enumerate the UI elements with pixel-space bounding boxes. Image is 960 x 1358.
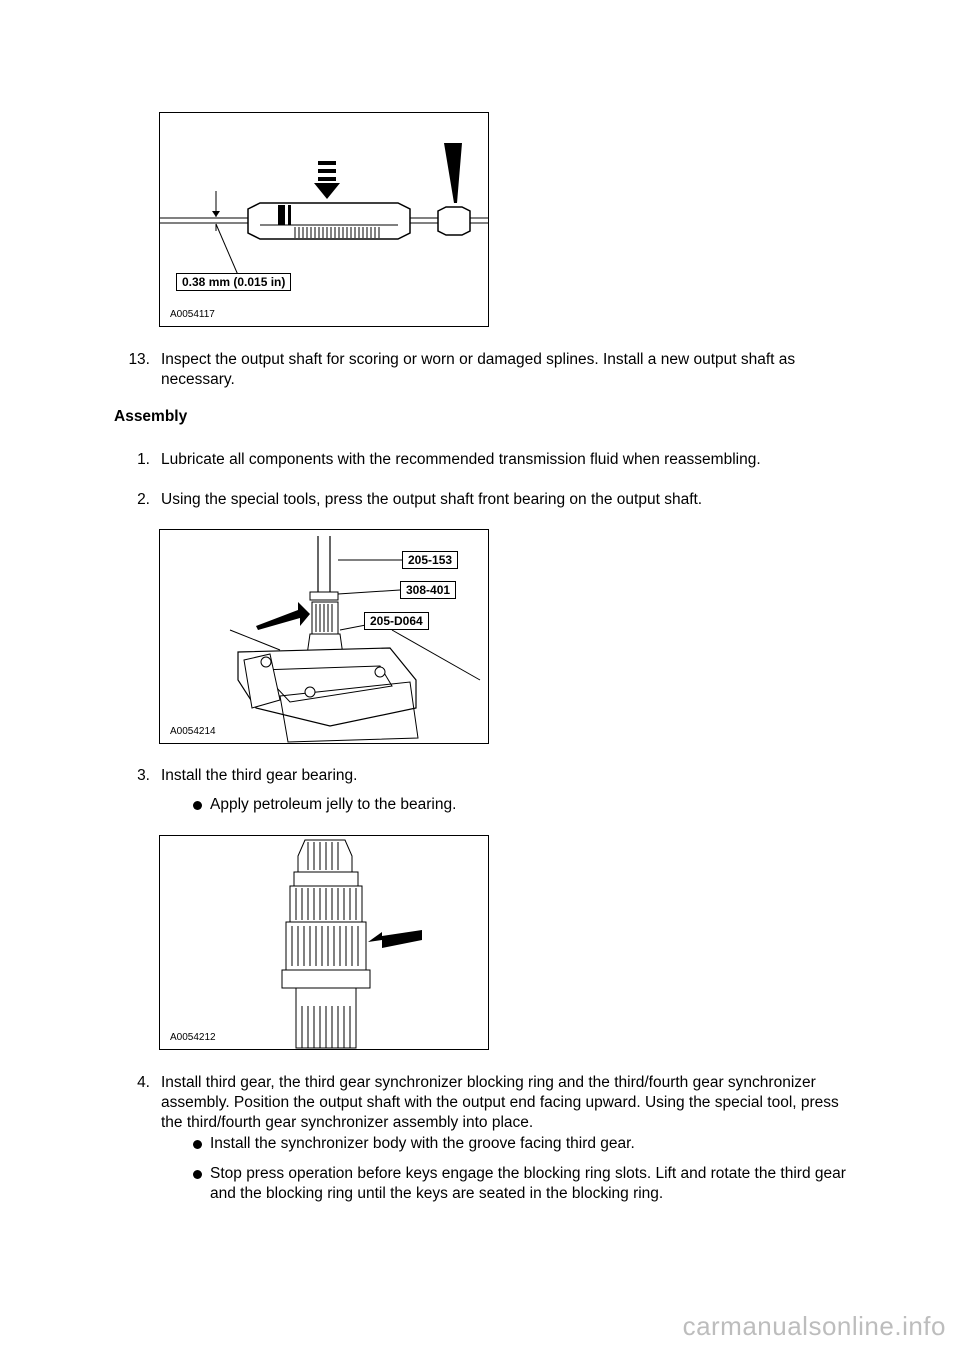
third-gear-bearing-illustration — [160, 836, 489, 1050]
callout-tool-205-D064: 205-D064 — [364, 612, 429, 630]
figure-id: A0054117 — [170, 309, 215, 320]
step-number: 13. — [128, 351, 150, 368]
step-text: Install the third gear bearing. — [161, 767, 358, 784]
section-heading: Assembly — [114, 408, 188, 425]
figure-id: A0054214 — [170, 726, 216, 737]
callout-tool-308-401: 308-401 — [400, 581, 456, 599]
step-text: Inspect the output shaft for scoring or worn or damaged splines. Install a new output shaft as necessary. — [161, 351, 796, 388]
step-number: 2. — [137, 491, 150, 508]
callout-tool-205-153: 205-153 — [402, 551, 458, 569]
watermark: carmanualsonline.info — [682, 1311, 946, 1341]
bullet-text: Stop press operation before keys engage the blocking ring slots. Lift and rotate the third gear and the blocking ring until the keys are seated in the blocking ring. — [210, 1165, 846, 1202]
step-text: Install third gear, the third gear synchronizer blocking ring and the third/fourth gear synchronizer assembly. Position the output shaft with the output end facing upward. Using the special tool, press the third/fourth gear synchronizer assembly into place. — [161, 1074, 839, 1131]
step-number: 1. — [137, 451, 150, 468]
shaft-clearance-illustration — [160, 113, 489, 327]
step-number: 4. — [137, 1074, 150, 1091]
figure-third-gear-bearing — [159, 835, 489, 1050]
bullet-text: Install the synchronizer body with the groove facing third gear. — [210, 1135, 635, 1152]
figure-press-bearing — [159, 529, 489, 744]
figure-id: A0054212 — [170, 1032, 216, 1043]
callout-clearance: 0.38 mm (0.015 in) — [176, 273, 291, 291]
step-text: Lubricate all components with the recommended transmission fluid when reassembling. — [161, 451, 761, 468]
step-text: Using the special tools, press the output shaft front bearing on the output shaft. — [161, 491, 703, 508]
bullet-text: Apply petroleum jelly to the bearing. — [210, 796, 457, 813]
figure-shaft-clearance — [159, 112, 489, 327]
step-number: 3. — [137, 767, 150, 784]
